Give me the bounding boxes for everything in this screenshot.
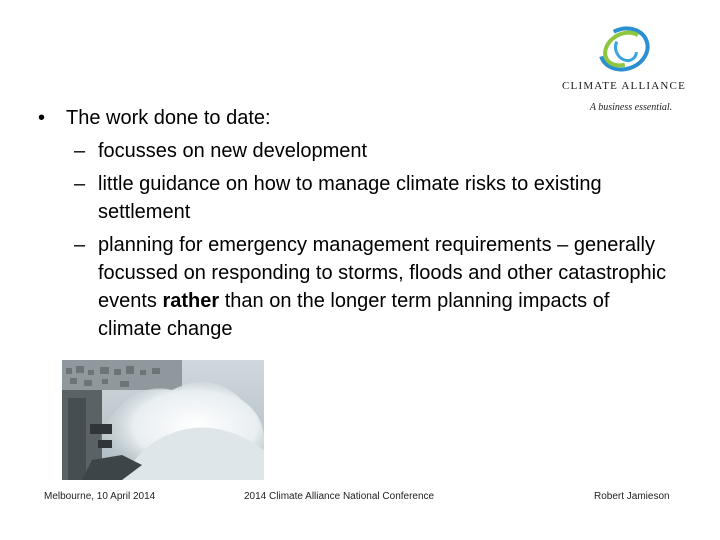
main-bullet [38, 104, 678, 132]
sub-bullet-text: little guidance on how to manage climate risks to existing settlement [98, 173, 602, 223]
sub-bullet [38, 137, 678, 165]
sub-bullet-list [38, 137, 678, 343]
footer-author: Robert Jamieson [594, 491, 670, 502]
bullet-icon: • [38, 107, 46, 129]
logo-name: CLIMATE ALLIANCE [562, 80, 686, 92]
dash-icon: – [74, 234, 86, 256]
sub-bullet-text: focusses on new development [98, 140, 368, 162]
swirl-logo-icon [592, 22, 656, 76]
storm-wave-photo [62, 360, 264, 480]
sub-bullet-text-before: planning for emergency management requirements – generally focussed on responding to storms, floods and other catastrophic events [98, 234, 667, 312]
slide-content [38, 104, 678, 348]
dash-icon: – [74, 140, 86, 162]
sub-bullet [38, 231, 678, 343]
dash-icon: – [74, 173, 86, 195]
footer-conference: 2014 Climate Alliance National Conference [244, 491, 435, 502]
sub-bullet-bold-word: rather [162, 290, 220, 312]
sub-bullet [38, 170, 678, 226]
sub-bullet-text-after: than on the longer term planning impacts of climate change [98, 290, 610, 340]
main-bullet-text: The work done to date: [66, 107, 271, 129]
footer-date: Melbourne, 10 April 2014 [44, 491, 156, 502]
logo-tagline: A business essential. [589, 102, 673, 113]
